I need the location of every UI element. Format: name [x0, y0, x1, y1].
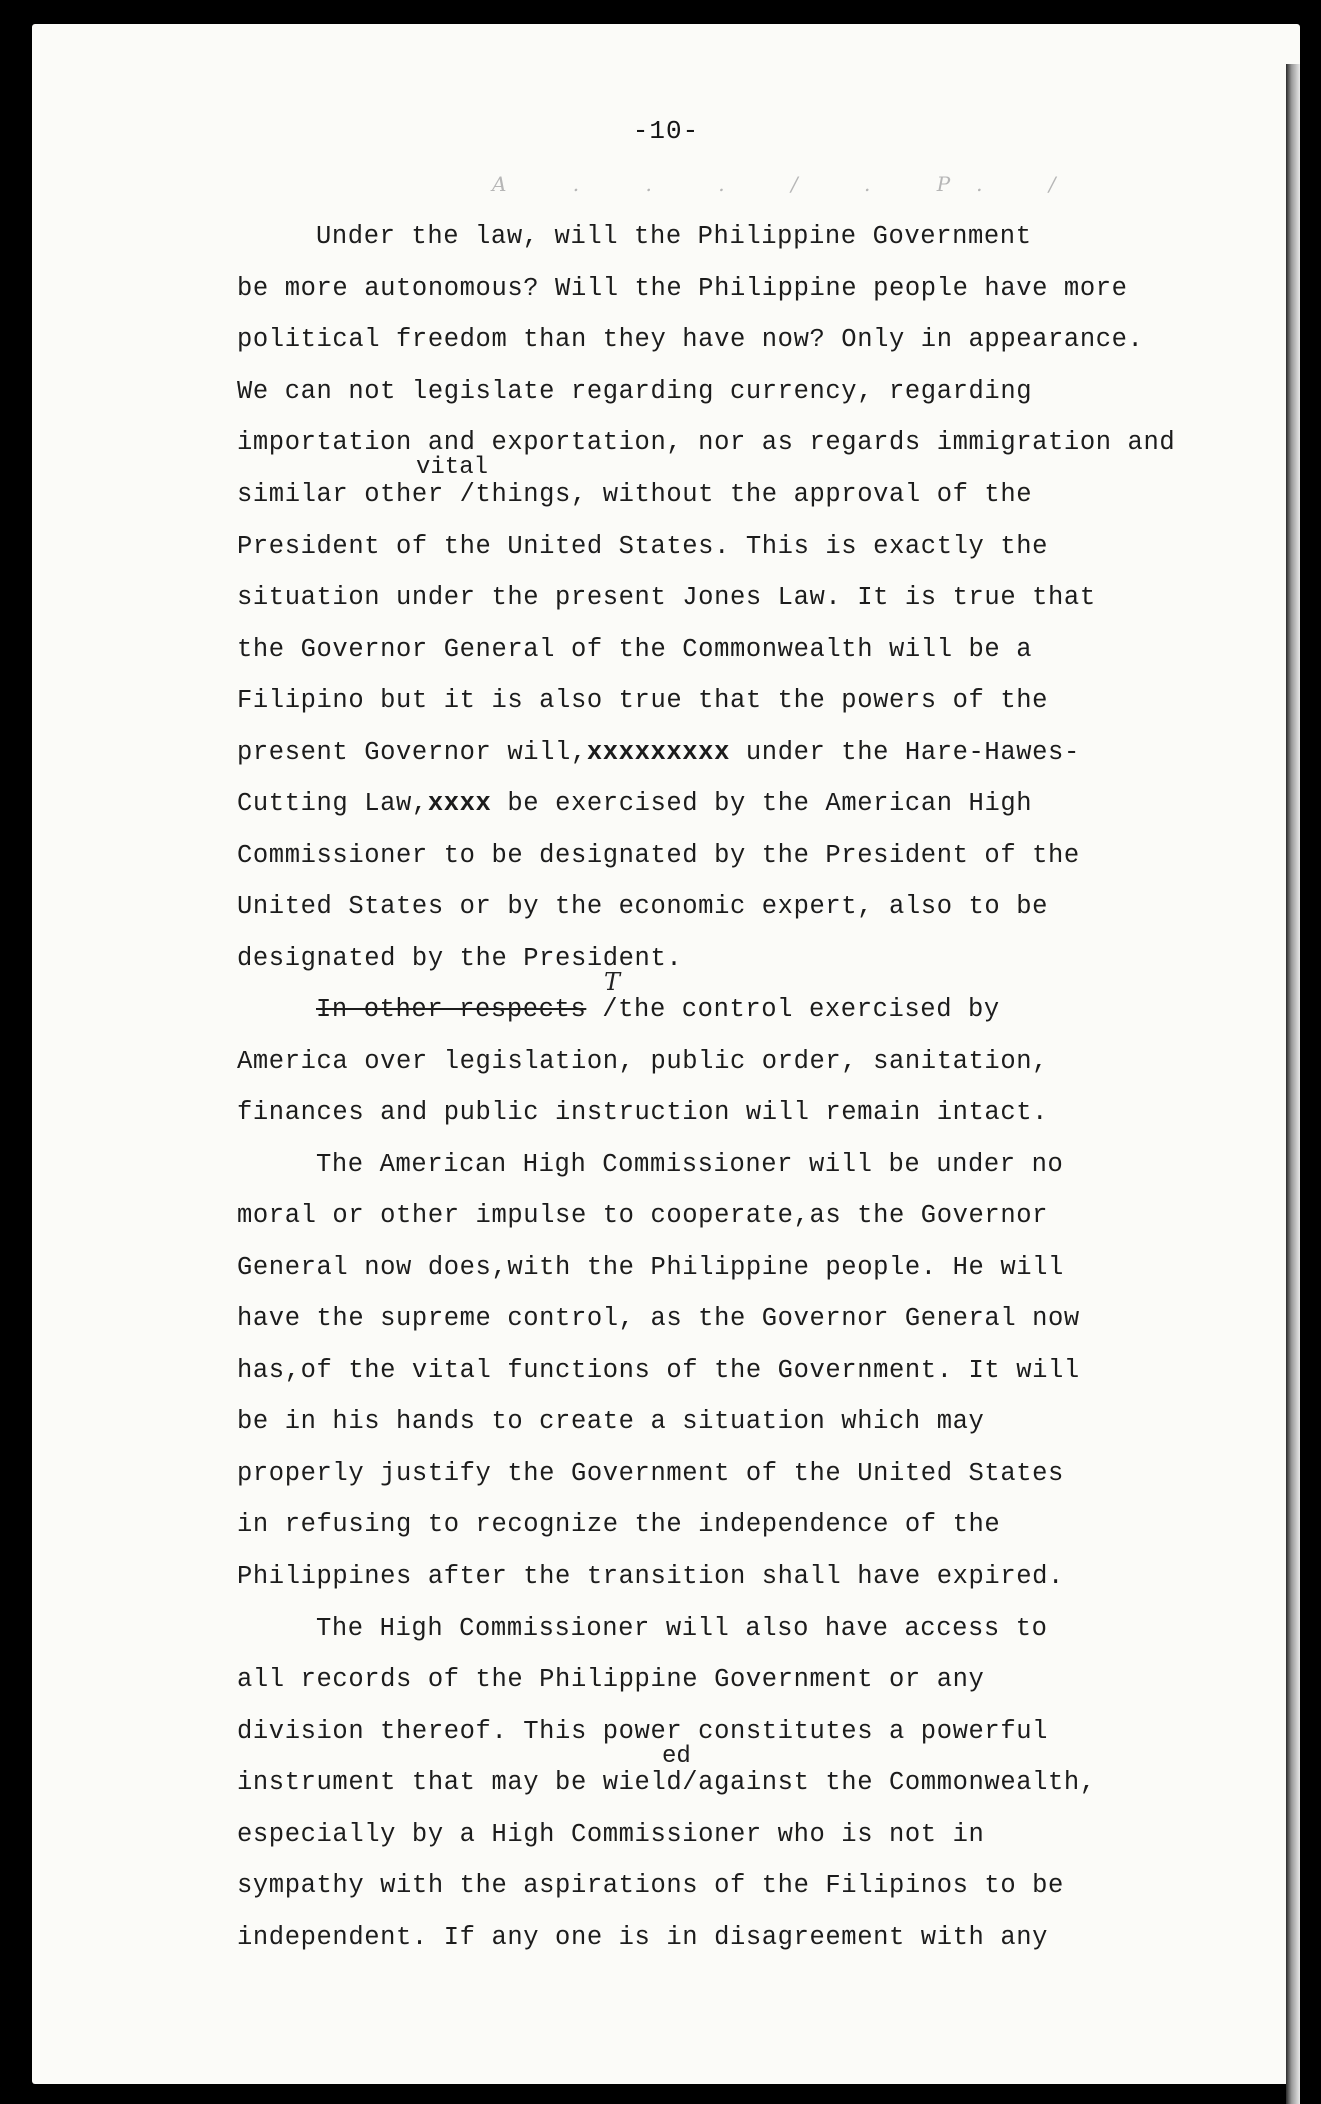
text-line: properly justify the Government of the United States	[237, 1459, 1064, 1488]
text-line: President of the United States. This is exactly the	[237, 532, 1049, 561]
text-line: Philippines after the transition shall have expired.	[237, 1562, 1064, 1591]
text-line: The American High Commissioner will be under no	[316, 1150, 1064, 1179]
line-lead: Cutting Law,	[237, 789, 428, 818]
text-line: has,of the vital functions of the Government. It will	[237, 1356, 1080, 1385]
page-edge-shadow	[1286, 64, 1300, 2104]
text-line: especially by a High Commissioner who is not in	[237, 1820, 985, 1849]
pencil-annotation: A . . . / . P. /	[492, 172, 1086, 196]
text-line: moral or other impulse to cooperate,as the Governor	[237, 1201, 1049, 1230]
handwritten-T-mark: T	[604, 968, 621, 996]
text-line: Commissioner to be designated by the President of the	[237, 841, 1080, 870]
text-line: instrument that may be wield/against the Commonwealth,	[237, 1768, 1096, 1797]
text-line: political freedom than they have now? Only in appearance.	[237, 325, 1144, 354]
text-line: Under the law, will the Philippine Government	[316, 222, 1032, 251]
text-line: all records of the Philippine Government or any	[237, 1665, 985, 1694]
text-line: Filipino but it is also true that the powers of the	[237, 686, 1049, 715]
document-page	[32, 24, 1300, 2084]
text-line: importation and exportation, nor as regards immigration and	[237, 428, 1176, 457]
text-line: have the supreme control, as the Governor General now	[237, 1304, 1080, 1333]
text-line: independent. If any one is in disagreement with any	[237, 1923, 1049, 1952]
line-tail: under the Hare-Hawes-	[745, 738, 1080, 767]
struck-out-text: xxxxxxxxx	[586, 738, 730, 767]
text-line-with-strikeout	[237, 738, 1080, 768]
text-line: The High Commissioner will also have access to	[316, 1614, 1048, 1643]
text-line: designated by the President.	[237, 944, 683, 973]
typed-insertion-ed: ed	[662, 1743, 691, 1770]
line-lead: present Governor will,	[237, 738, 587, 767]
page-number: -10-	[632, 116, 700, 146]
text-line: America over legislation, public order, sanitation,	[237, 1047, 1049, 1076]
struck-out-text: xxxx	[427, 789, 492, 818]
text-line: the Governor General of the Commonwealth will be a	[237, 635, 1033, 664]
text-line: be more autonomous? Will the Philippine people have more	[237, 274, 1128, 303]
text-line: in refusing to recognize the independence of the	[237, 1510, 1001, 1539]
text-line: situation under the present Jones Law. It is true that	[237, 583, 1096, 612]
text-line: finances and public instruction will remain intact.	[237, 1098, 1049, 1127]
text-line-with-strikeout	[316, 995, 1000, 1025]
text-line-with-strikeout	[237, 789, 1032, 819]
struck-out-text: In other respects	[316, 995, 587, 1024]
line-tail: be exercised by the American High	[507, 789, 1033, 818]
text-line: sympathy with the aspirations of the Filipinos to be	[237, 1871, 1064, 1900]
text-line: United States or by the economic expert, also to be	[237, 892, 1049, 921]
text-line: We can not legislate regarding currency, regarding	[237, 377, 1033, 406]
text-line: General now does,with the Philippine people. He will	[237, 1253, 1064, 1282]
text-line: division thereof. This power constitutes a powerful	[237, 1717, 1049, 1746]
text-line: similar other /things, without the approval of the	[237, 480, 1033, 509]
typed-insertion-vital: vital	[416, 454, 489, 481]
text-line: be in his hands to create a situation which may	[237, 1407, 985, 1436]
line-tail: /the control exercised by	[602, 995, 1000, 1024]
